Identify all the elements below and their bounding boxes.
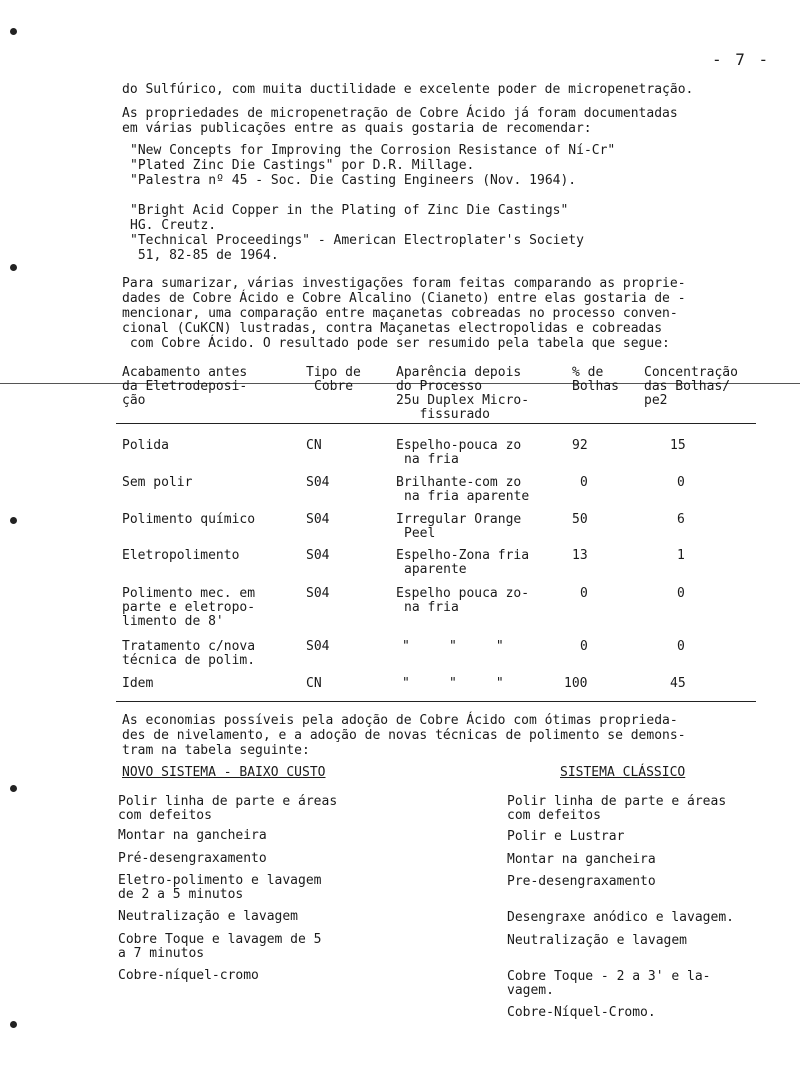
row-finish: Eletropolimento bbox=[122, 548, 240, 563]
reference-line: HG. Creutz. bbox=[130, 218, 217, 233]
row-appearance: Espelho-Zona fria bbox=[396, 548, 530, 563]
list-item: Polir linha de parte e áreas bbox=[118, 794, 338, 809]
list-item: Pré-desengraxamento bbox=[118, 851, 267, 866]
row-finish: Polida bbox=[122, 438, 169, 453]
row-concentration: 15 bbox=[670, 438, 686, 453]
table-header-cell: ção bbox=[122, 393, 146, 408]
paragraph-2-line: em várias publicações entre as quais gostaria de recomendar: bbox=[122, 121, 592, 136]
margin-mark bbox=[10, 28, 17, 35]
row-appearance: na fria bbox=[404, 600, 459, 615]
reference-line: "Bright Acid Copper in the Plating of Zinc Die Castings" bbox=[130, 203, 569, 218]
paragraph-3-line: Para sumarizar, várias investigações foram feitas comparando as proprie- bbox=[122, 276, 686, 291]
row-blisters: 0 bbox=[580, 475, 588, 490]
row-finish: Tratamento c/nova bbox=[122, 639, 256, 654]
row-concentration: 0 bbox=[677, 639, 685, 654]
row-appearance: Espelho pouca zo- bbox=[396, 586, 530, 601]
list-item: com defeitos bbox=[507, 808, 601, 823]
row-blisters: 92 bbox=[572, 438, 588, 453]
row-blisters: 0 bbox=[580, 586, 588, 601]
paragraph-4-line: tram na tabela seguinte: bbox=[122, 743, 310, 758]
list-item: Pre-desengraxamento bbox=[507, 874, 656, 889]
table-header-cell: % de bbox=[572, 365, 604, 380]
table-rule bbox=[116, 701, 756, 702]
row-blisters: 100 bbox=[564, 676, 588, 691]
list-item: Polir linha de parte e áreas bbox=[507, 794, 727, 809]
table-header-cell: da Eletrodeposi- bbox=[122, 379, 248, 394]
list-item: a 7 minutos bbox=[118, 946, 205, 961]
margin-mark bbox=[10, 517, 17, 524]
row-finish: limento de 8' bbox=[122, 614, 224, 629]
row-copper-type: S04 bbox=[306, 586, 330, 601]
row-appearance: Brilhante-com zo bbox=[396, 475, 522, 490]
row-finish: parte e eletropo- bbox=[122, 600, 256, 615]
paragraph-4-line: des de nivelamento, e a adoção de novas técnicas de polimento se demons- bbox=[122, 728, 686, 743]
paragraph-4-line: As economias possíveis pela adoção de Cobre Ácido com ótimas proprieda- bbox=[122, 713, 678, 728]
row-blisters: 50 bbox=[572, 512, 588, 527]
row-concentration: 6 bbox=[677, 512, 685, 527]
row-copper-type: S04 bbox=[306, 512, 330, 527]
row-concentration: 0 bbox=[677, 586, 685, 601]
list-item: Montar na gancheira bbox=[507, 852, 656, 867]
reference-line: 51, 82-85 de 1964. bbox=[130, 248, 279, 263]
paragraph-3-line: com Cobre Ácido. O resultado pode ser resumido pela tabela que segue: bbox=[122, 336, 670, 351]
list-item: Eletro-polimento e lavagem bbox=[118, 873, 322, 888]
row-appearance: Espelho-pouca zo bbox=[396, 438, 522, 453]
table-header-cell: fissurado bbox=[396, 407, 490, 422]
list-item: Desengraxe anódico e lavagem. bbox=[507, 910, 734, 925]
table-header-cell: Tipo de bbox=[306, 365, 361, 380]
table-header-cell: 25u Duplex Micro- bbox=[396, 393, 530, 408]
row-concentration: 1 bbox=[677, 548, 685, 563]
table-header-cell: pe2 bbox=[644, 393, 668, 408]
row-blisters: 0 bbox=[580, 639, 588, 654]
row-appearance: Peel bbox=[404, 526, 436, 541]
table-header-cell: das Bolhas/ bbox=[644, 379, 731, 394]
reference-line: "Plated Zinc Die Castings" por D.R. Millage. bbox=[130, 158, 475, 173]
list-item: Cobre Toque - 2 a 3' e la- bbox=[507, 969, 711, 984]
row-finish: Idem bbox=[122, 676, 154, 691]
table-header-cell: Acabamento antes bbox=[122, 365, 248, 380]
table-header-cell: do Processo bbox=[396, 379, 483, 394]
row-finish: técnica de polim. bbox=[122, 653, 256, 668]
reference-line: "New Concepts for Improving the Corrosion Resistance of Ní-Cr" bbox=[130, 143, 616, 158]
table-header-cell: Cobre bbox=[314, 379, 354, 394]
row-appearance: " " " bbox=[402, 676, 504, 691]
paragraph-3-line: dades de Cobre Ácido e Cobre Alcalino (Cianeto) entre elas gostaria de - bbox=[122, 291, 686, 306]
row-finish: Polimento mec. em bbox=[122, 586, 256, 601]
row-copper-type: S04 bbox=[306, 475, 330, 490]
new-system-title: NOVO SISTEMA - BAIXO CUSTO bbox=[122, 765, 326, 780]
row-appearance: Irregular Orange bbox=[396, 512, 522, 527]
classic-system-title: SISTEMA CLÁSSICO bbox=[560, 765, 686, 780]
list-item: Cobre Toque e lavagem de 5 bbox=[118, 932, 322, 947]
paragraph-3-line: mencionar, uma comparação entre maçanetas cobreadas no processo conven- bbox=[122, 306, 678, 321]
list-item: Neutralização e lavagem bbox=[507, 933, 688, 948]
row-finish: Sem polir bbox=[122, 475, 193, 490]
margin-mark bbox=[10, 785, 17, 792]
row-blisters: 13 bbox=[572, 548, 588, 563]
row-copper-type: S04 bbox=[306, 548, 330, 563]
list-item: Neutralização e lavagem bbox=[118, 909, 299, 924]
list-item: Cobre-Níquel-Cromo. bbox=[507, 1005, 656, 1020]
reference-line: "Palestra nº 45 - Soc. Die Casting Engineers (Nov. 1964). bbox=[130, 173, 577, 188]
list-item: Polir e Lustrar bbox=[507, 829, 625, 844]
row-copper-type: CN bbox=[306, 438, 322, 453]
reference-line: "Technical Proceedings" - American Electroplater's Society bbox=[130, 233, 584, 248]
list-item: vagem. bbox=[507, 983, 554, 998]
list-item: Cobre-níquel-cromo bbox=[118, 968, 259, 983]
row-copper-type: CN bbox=[306, 676, 322, 691]
row-finish: Polimento químico bbox=[122, 512, 256, 527]
table-header-cell: Concentração bbox=[644, 365, 738, 380]
table-header-cell: Aparência depois bbox=[396, 365, 522, 380]
table-rule bbox=[116, 423, 756, 424]
row-appearance: aparente bbox=[404, 562, 467, 577]
row-appearance: na fria bbox=[404, 452, 459, 467]
list-item: Montar na gancheira bbox=[118, 828, 267, 843]
list-item: de 2 a 5 minutos bbox=[118, 887, 244, 902]
row-appearance: " " " bbox=[402, 639, 504, 654]
paragraph-3-line: cional (CuKCN) lustradas, contra Maçanetas electropolidas e cobreadas bbox=[122, 321, 663, 336]
list-item: com defeitos bbox=[118, 808, 212, 823]
paragraph-2-line: As propriedades de micropenetração de Cobre Ácido já foram documentadas bbox=[122, 106, 678, 121]
margin-mark bbox=[10, 1021, 17, 1028]
row-concentration: 0 bbox=[677, 475, 685, 490]
row-concentration: 45 bbox=[670, 676, 686, 691]
page-number: - 7 - bbox=[712, 50, 771, 69]
margin-mark bbox=[10, 264, 17, 271]
table-header-cell: Bolhas bbox=[572, 379, 619, 394]
paragraph-1: do Sulfúrico, com muita ductilidade e excelente poder de micropenetração. bbox=[122, 82, 694, 97]
row-appearance: na fria aparente bbox=[404, 489, 530, 504]
row-copper-type: S04 bbox=[306, 639, 330, 654]
